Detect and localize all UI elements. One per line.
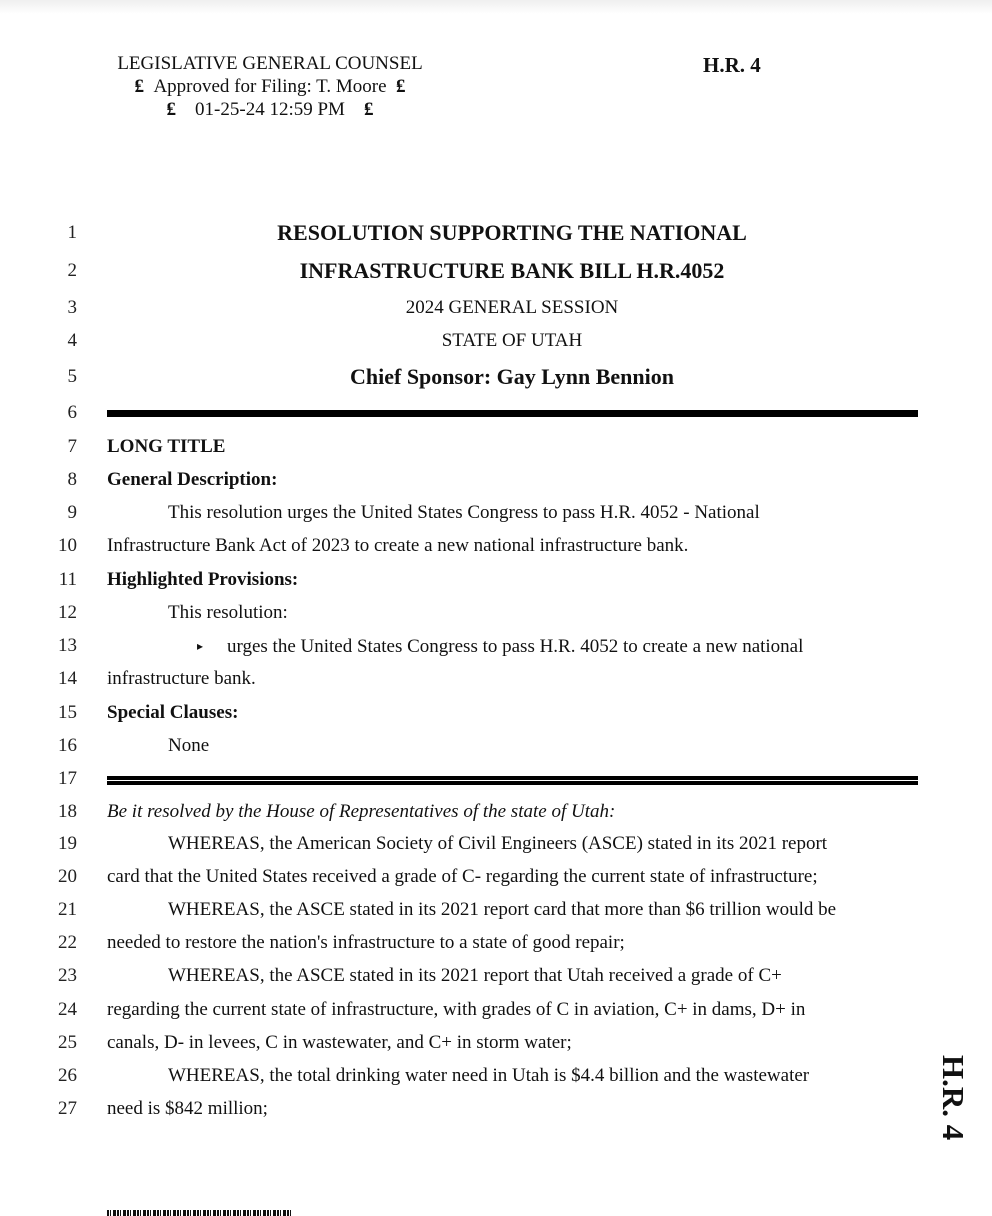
line-15	[0, 696, 992, 730]
line-number: 17	[58, 768, 77, 789]
approval-datetime: 01-25-24 12:59 PM	[195, 99, 345, 120]
line-number: 24	[58, 999, 77, 1020]
line-number: 27	[58, 1098, 77, 1119]
line-number: 22	[58, 932, 77, 953]
line-5	[0, 360, 992, 394]
office-name: LEGISLATIVE GENERAL COUNSEL	[117, 53, 423, 74]
line-4	[0, 324, 992, 358]
double-divider-bottom	[107, 781, 918, 785]
date-line	[100, 98, 440, 121]
page-top-shadow	[0, 0, 992, 14]
line-22	[0, 926, 992, 960]
triangle-bullet-icon: ▸	[197, 639, 204, 653]
lira-seal-icon: ₤	[396, 76, 406, 97]
line-19	[0, 827, 992, 861]
line-number: 16	[58, 735, 77, 756]
line-12	[0, 596, 992, 630]
line-26	[0, 1059, 992, 1093]
line-number: 20	[58, 866, 77, 887]
line-13	[0, 629, 992, 663]
line-23	[0, 959, 992, 993]
chief-sponsor: Chief Sponsor: Gay Lynn Bennion	[350, 364, 674, 389]
line-11	[0, 563, 992, 597]
special-clauses-heading: Special Clauses:	[107, 702, 239, 723]
section-divider	[107, 410, 918, 417]
lira-seal-icon: ₤	[134, 76, 144, 97]
lira-seal-icon: ₤	[166, 99, 177, 120]
body-text: need is $842 million;	[107, 1098, 268, 1119]
double-divider-top	[107, 776, 918, 780]
line-number: 6	[67, 402, 77, 423]
highlighted-provisions-heading: Highlighted Provisions:	[107, 569, 299, 590]
line-number: 8	[67, 469, 77, 490]
line-number: 25	[58, 1032, 77, 1053]
line-9	[0, 496, 992, 530]
line-number: 14	[58, 668, 77, 689]
line-7	[0, 430, 992, 464]
line-1	[0, 216, 992, 250]
line-number: 3	[67, 297, 77, 318]
line-number: 9	[67, 502, 77, 523]
resolution-title-line-2: INFRASTRUCTURE BANK BILL H.R.4052	[299, 258, 725, 283]
line-number: 5	[67, 366, 77, 387]
line-number: 2	[67, 260, 77, 281]
line-number: 12	[58, 602, 77, 623]
line-number: 15	[58, 702, 77, 723]
line-2	[0, 254, 992, 288]
line-number: 7	[67, 436, 77, 457]
general-description-heading: General Description:	[107, 469, 278, 490]
line-number: 19	[58, 833, 77, 854]
session-name: 2024 GENERAL SESSION	[405, 297, 619, 318]
line-number: 11	[58, 569, 77, 590]
body-text: canals, D- in levees, C in wastewater, and C+ in storm water;	[107, 1032, 572, 1053]
line-25	[0, 1026, 992, 1060]
line-24	[0, 993, 992, 1027]
approval-line	[100, 75, 440, 98]
line-20	[0, 860, 992, 894]
body-text: WHEREAS, the total drinking water need in Utah is $4.4 billion and the wastewater	[168, 1065, 810, 1086]
lira-seal-icon: ₤	[363, 99, 374, 120]
body-text: infrastructure bank.	[107, 668, 256, 689]
body-text: WHEREAS, the American Society of Civil Engineers (ASCE) stated in its 2021 report	[168, 833, 828, 854]
resolution-title-line-1: RESOLUTION SUPPORTING THE NATIONAL	[277, 220, 747, 245]
line-number: 21	[58, 899, 77, 920]
barcode	[107, 1210, 293, 1216]
body-text: WHEREAS, the ASCE stated in its 2021 report card that more than $6 trillion would be	[168, 899, 837, 920]
body-text: This resolution urges the United States Congress to pass H.R. 4052 - National	[168, 502, 760, 523]
line-27	[0, 1092, 992, 1126]
line-number: 13	[58, 635, 77, 656]
line-16	[0, 729, 992, 763]
line-number: 10	[58, 535, 77, 556]
enacting-clause: Be it resolved by the House of Representatives of the state of Utah:	[107, 801, 616, 822]
line-14	[0, 662, 992, 696]
body-text: card that the United States received a grade of C- regarding the current state of infrastructure;	[107, 866, 818, 887]
long-title-heading: LONG TITLE	[107, 436, 226, 457]
state-name: STATE OF UTAH	[441, 330, 583, 351]
line-10	[0, 529, 992, 563]
line-number: 1	[67, 222, 77, 243]
line-21	[0, 893, 992, 927]
line-18	[0, 795, 992, 829]
bill-number: H.R. 4	[703, 53, 761, 77]
line-number: 18	[58, 801, 77, 822]
bullet-text: urges the United States Congress to pass H.R. 4052 to create a new national	[227, 636, 804, 657]
body-text: WHEREAS, the ASCE stated in its 2021 report that Utah received a grade of C+	[168, 965, 782, 986]
line-3	[0, 291, 992, 325]
body-text: needed to restore the nation's infrastructure to a state of good repair;	[107, 932, 625, 953]
line-8	[0, 463, 992, 497]
body-text: Infrastructure Bank Act of 2023 to create a new national infrastructure bank.	[107, 535, 689, 556]
line-number: 23	[58, 965, 77, 986]
approval-text: Approved for Filing: T. Moore	[153, 76, 387, 97]
body-text: This resolution:	[168, 602, 288, 623]
line-number: 26	[58, 1065, 77, 1086]
bullet-item	[197, 629, 932, 664]
body-text: None	[168, 735, 210, 756]
side-bill-label: H.R. 4	[936, 1055, 971, 1141]
line-number: 4	[67, 330, 77, 351]
body-text: regarding the current state of infrastructure, with grades of C in aviation, C+ in dams, D+ in	[107, 999, 806, 1020]
approval-stamp	[100, 52, 440, 121]
